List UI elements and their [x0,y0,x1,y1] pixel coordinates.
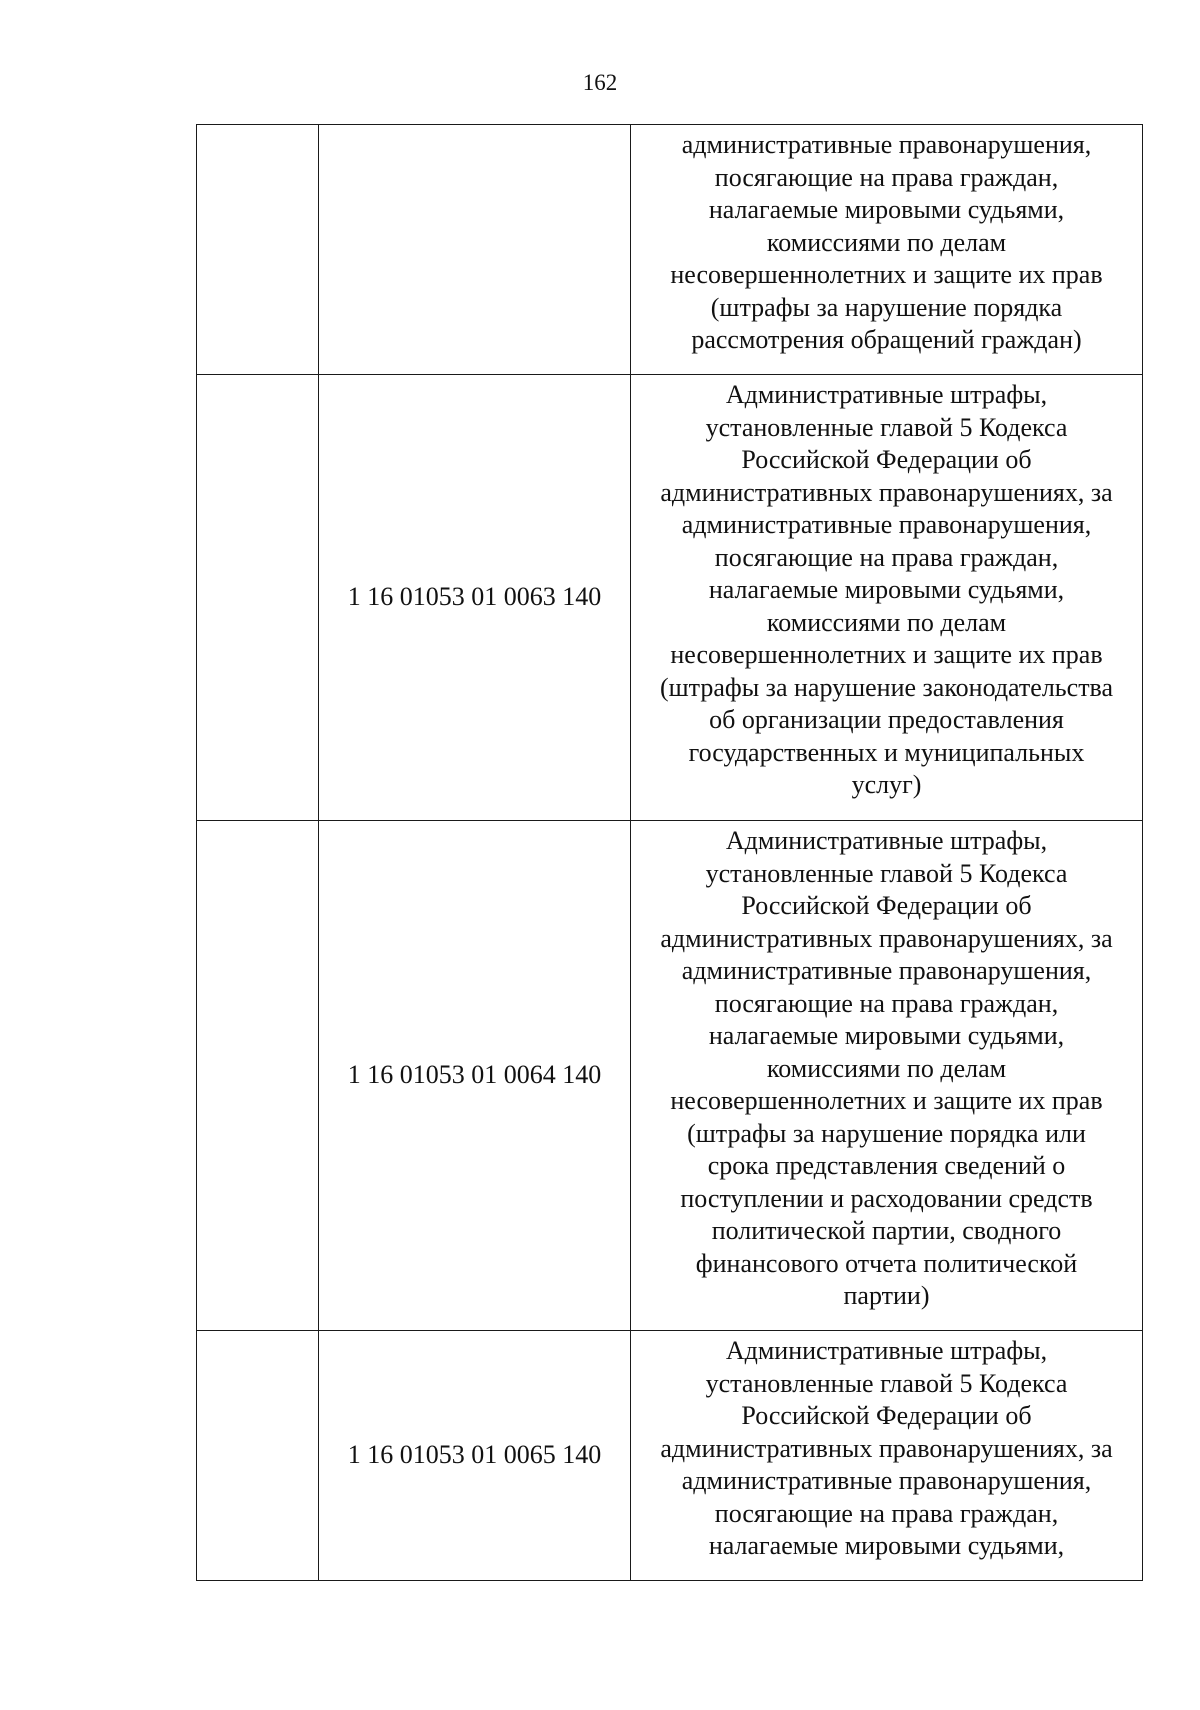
description-line: административные правонарушения, [681,1466,1092,1495]
description-line: административных правонарушениях, за [660,923,1113,953]
row-number-cell [197,1331,319,1581]
budget-code-cell [319,125,631,375]
description-line: Административные штрафы, [725,1336,1048,1365]
description-line: административные правонарушения, [681,956,1092,985]
description-line: об организации предоставления [709,705,1064,734]
table-row [197,375,1143,821]
description-line: (штрафы за нарушение порядка [710,292,1063,322]
description-cell [631,1331,1143,1581]
description-cell [631,125,1143,375]
description-line: административных правонарушениях, за [660,1433,1113,1463]
page-number: 162 [582,70,618,95]
description-line: налагаемые мировыми судьями, [708,575,1065,604]
description-line: (штрафы за нарушение порядка или [687,1118,1086,1148]
table-row [197,125,1143,375]
description-line: комиссиями по делам [766,1053,1007,1083]
description-line: финансового отчета политической [695,1248,1078,1278]
table-row [197,1331,1143,1581]
description-line: установленные главой 5 Кодекса [705,1368,1068,1398]
description-line: административных правонарушениях, за [660,477,1113,507]
description-line: Административные штрафы, [725,380,1048,409]
description-line: налагаемые мировыми судьями, [708,195,1065,224]
description-line: несовершеннолетних и защите их прав [670,640,1103,669]
description-cell [631,375,1143,821]
description-line: посягающие на права граждан, [714,988,1059,1018]
budget-code-cell: 1 16 01053 01 0065 140 [319,1331,631,1581]
budget-code-cell: 1 16 01053 01 0063 140 [319,375,631,821]
description-line: несовершеннолетних и защите их прав [670,1086,1103,1115]
description-line: посягающие на права граждан, [714,162,1059,192]
description-line: несовершеннолетних и защите их прав [670,260,1103,289]
row-number-cell [197,821,319,1331]
description-line: рассмотрения обращений граждан) [691,325,1082,354]
description-line: поступлении и расходовании средств [680,1183,1093,1213]
description-line: установленные главой 5 Кодекса [705,412,1068,442]
description-cell [631,821,1143,1331]
row-number-cell [197,125,319,375]
description-line: Административные штрафы, [725,826,1048,855]
table-row [197,821,1143,1331]
description-line: Российской Федерации об [741,1401,1032,1430]
budget-codes-table [196,124,1143,1581]
description-line: посягающие на права граждан, [714,542,1059,572]
description-line: партии) [843,1281,930,1310]
description-line: (штрафы за нарушение законодательства [659,672,1114,702]
description-line: срока представления сведений о [707,1151,1066,1180]
description-line: комиссиями по делам [766,227,1007,257]
description-line: комиссиями по делам [766,607,1007,637]
description-line: установленные главой 5 Кодекса [705,858,1068,888]
description-line: государственных и муниципальных [688,737,1085,767]
budget-code-cell: 1 16 01053 01 0064 140 [319,821,631,1331]
row-number-cell [197,375,319,821]
description-line: административные правонарушения, [681,130,1092,159]
description-line: посягающие на права граждан, [714,1498,1059,1528]
description-line: политической партии, сводного [711,1216,1062,1245]
description-line: Российской Федерации об [741,891,1032,920]
description-line: налагаемые мировыми судьями, [708,1531,1065,1560]
description-line: налагаемые мировыми судьями, [708,1021,1065,1050]
description-line: административные правонарушения, [681,510,1092,539]
description-line: Российской Федерации об [741,445,1032,474]
description-line: услуг) [851,770,922,799]
